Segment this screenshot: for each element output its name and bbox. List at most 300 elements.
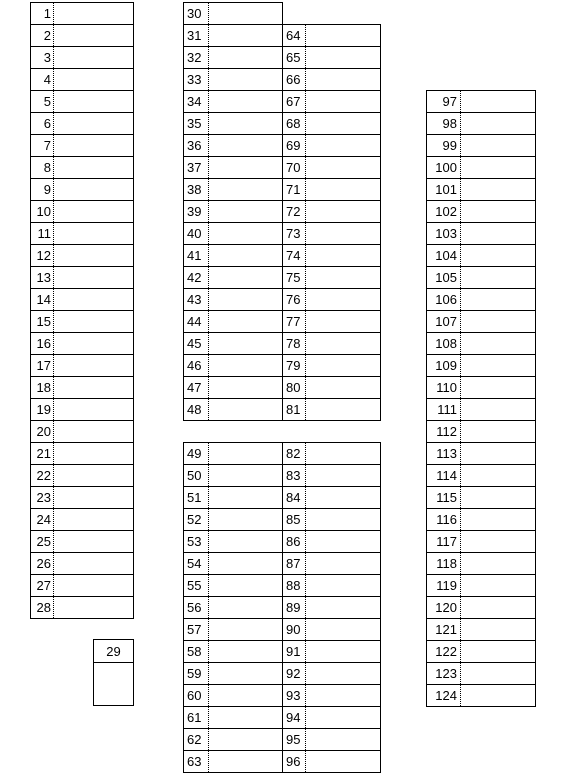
seat-divider	[53, 25, 54, 46]
seat-divider	[460, 663, 461, 684]
seat-divider	[460, 333, 461, 354]
seat-number: 64	[286, 28, 301, 43]
seat-cell	[30, 24, 134, 47]
seat-cell	[282, 310, 381, 333]
seat-number: 103	[435, 226, 457, 241]
seat-cell	[282, 728, 381, 751]
seat-cell	[426, 310, 536, 333]
seat-cell	[426, 244, 536, 267]
seat-divider	[305, 641, 306, 662]
seat-number: 42	[187, 270, 202, 285]
seat-cell	[183, 486, 283, 509]
seat-number: 13	[36, 270, 51, 285]
seat-number: 35	[187, 116, 202, 131]
seat-cell	[183, 706, 283, 729]
seat-divider	[305, 333, 306, 354]
seat-cell	[282, 376, 381, 399]
seat-cell	[30, 90, 134, 113]
seat-divider	[460, 135, 461, 156]
seat-divider	[208, 311, 209, 332]
seat-divider	[305, 751, 306, 772]
seat-number: 52	[187, 512, 202, 527]
seat-number: 58	[187, 644, 202, 659]
seat-cell	[282, 618, 381, 641]
seat-number: 37	[187, 160, 202, 175]
seat-number: 110	[436, 380, 457, 395]
seat-divider	[208, 509, 209, 530]
seat-divider	[305, 179, 306, 200]
seat-divider	[305, 69, 306, 90]
seat-cell	[183, 134, 283, 157]
seat-divider	[208, 135, 209, 156]
seat-number: 56	[187, 600, 202, 615]
seat-divider	[53, 91, 54, 112]
seat-cell	[30, 464, 134, 487]
seat-cell	[282, 596, 381, 619]
seat-cell	[183, 684, 283, 707]
seat-number: 33	[187, 72, 202, 87]
seat-number: 16	[36, 336, 51, 351]
seat-number: 20	[36, 424, 51, 439]
seat-divider	[53, 575, 54, 596]
seat-divider	[53, 421, 54, 442]
seat-divider	[208, 465, 209, 486]
seat-cell	[426, 640, 536, 663]
seat-number: 80	[286, 380, 301, 395]
seat-divider	[460, 553, 461, 574]
seat-number: 109	[435, 358, 457, 373]
seat-cell	[30, 244, 134, 267]
seat-number: 48	[187, 402, 202, 417]
seat-number: 19	[36, 402, 51, 417]
seat-number: 98	[442, 116, 457, 131]
seat-cell	[30, 398, 134, 421]
seat-cell	[183, 442, 283, 465]
seat-number: 51	[187, 490, 202, 505]
seat-number: 102	[435, 204, 457, 219]
seat-cell	[183, 310, 283, 333]
seat-number: 6	[43, 116, 51, 131]
seat-divider	[208, 663, 209, 684]
seat-number: 45	[187, 336, 202, 351]
seat-divider	[460, 289, 461, 310]
seat-cell	[183, 68, 283, 91]
seat-divider	[53, 553, 54, 574]
seat-divider	[305, 25, 306, 46]
seat-number: 8	[43, 160, 51, 175]
seat-number: 83	[286, 468, 301, 483]
seat-number: 47	[187, 380, 202, 395]
seat-cell	[282, 684, 381, 707]
seat-divider	[460, 157, 461, 178]
seat-cell	[282, 398, 381, 421]
seat-divider	[305, 663, 306, 684]
seat-divider	[460, 355, 461, 376]
seat-divider	[460, 443, 461, 464]
seat-number: 68	[286, 116, 301, 131]
seat-cell	[183, 574, 283, 597]
seat-number: 4	[43, 72, 51, 87]
seat-cell	[183, 46, 283, 69]
seat-cell	[30, 354, 134, 377]
seat-cell	[426, 508, 536, 531]
seat-cell	[282, 442, 381, 465]
seat-divider	[208, 597, 209, 618]
seat-number: 28	[36, 600, 51, 615]
seat-cell	[183, 662, 283, 685]
seat-number: 57	[187, 622, 202, 637]
seat-divider	[53, 267, 54, 288]
seat-number: 104	[435, 248, 457, 263]
seat-number: 79	[286, 358, 301, 373]
seat-number: 73	[286, 226, 301, 241]
seat-cell	[30, 134, 134, 157]
seat-number: 43	[187, 292, 202, 307]
seat-cell	[426, 618, 536, 641]
seat-divider	[53, 113, 54, 134]
seat-divider	[208, 729, 209, 750]
seat-divider	[460, 113, 461, 134]
seat-cell-29	[93, 639, 134, 706]
seat-cell	[30, 266, 134, 289]
seat-number: 14	[36, 292, 51, 307]
seat-cell	[282, 750, 381, 773]
seat-cell	[426, 574, 536, 597]
seat-number: 121	[435, 622, 457, 637]
seat-cell	[426, 112, 536, 135]
seat-cell	[30, 552, 134, 575]
seat-cell	[282, 354, 381, 377]
seat-cell	[30, 574, 134, 597]
seat-cell	[183, 244, 283, 267]
seat-number: 61	[187, 710, 202, 725]
seat-number: 31	[187, 28, 202, 43]
seat-number: 108	[435, 336, 457, 351]
seat-number: 95	[286, 732, 301, 747]
seat-divider	[208, 685, 209, 706]
seat-number: 116	[436, 512, 457, 527]
seat-number: 74	[286, 248, 301, 263]
seat-number: 88	[286, 578, 301, 593]
seat-divider	[53, 355, 54, 376]
seat-number: 97	[442, 94, 457, 109]
seat-cell	[183, 200, 283, 223]
seat-cell	[183, 178, 283, 201]
seat-cell	[183, 376, 283, 399]
seat-number: 41	[187, 248, 202, 263]
seat-divider	[305, 597, 306, 618]
seat-number: 3	[43, 50, 51, 65]
seat-number: 101	[435, 182, 457, 197]
seat-cell	[183, 222, 283, 245]
seat-number: 5	[43, 94, 51, 109]
seat-divider	[460, 487, 461, 508]
seat-number: 85	[286, 512, 301, 527]
seat-cell	[282, 178, 381, 201]
seat-divider	[208, 223, 209, 244]
seat-number: 75	[286, 270, 301, 285]
seat-number: 92	[286, 666, 301, 681]
seat-cell	[183, 354, 283, 377]
seat-divider	[208, 25, 209, 46]
seat-number: 107	[435, 314, 457, 329]
seat-divider	[208, 641, 209, 662]
seat-cell	[282, 156, 381, 179]
seat-number: 17	[36, 358, 51, 373]
seat-number: 26	[36, 556, 51, 571]
seat-divider	[208, 289, 209, 310]
seat-divider	[460, 245, 461, 266]
seat-divider	[460, 179, 461, 200]
seat-divider	[305, 355, 306, 376]
seat-cell	[282, 244, 381, 267]
seat-cell	[282, 46, 381, 69]
seat-divider	[460, 685, 461, 706]
seat-number: 112	[436, 424, 457, 439]
seat-number: 55	[187, 578, 202, 593]
seat-number: 117	[436, 534, 457, 549]
seat-cell	[183, 288, 283, 311]
seat-divider	[208, 751, 209, 772]
seat-divider	[53, 399, 54, 420]
seat-divider	[460, 201, 461, 222]
seat-divider	[208, 575, 209, 596]
seat-cell	[282, 112, 381, 135]
seat-divider	[53, 179, 54, 200]
seat-cell	[426, 376, 536, 399]
seat-divider	[460, 641, 461, 662]
seat-cell	[30, 332, 134, 355]
seat-divider	[208, 157, 209, 178]
seat-number: 38	[187, 182, 202, 197]
seat-number: 70	[286, 160, 301, 175]
seat-cell	[426, 552, 536, 575]
seat-number: 50	[187, 468, 202, 483]
seat-cell	[426, 662, 536, 685]
seat-cell	[30, 442, 134, 465]
seat-number: 111	[437, 402, 457, 417]
seat-number: 69	[286, 138, 301, 153]
seat-divider	[208, 245, 209, 266]
seat-cell	[183, 750, 283, 773]
seat-divider	[305, 91, 306, 112]
seat-cell	[30, 200, 134, 223]
seat-number: 105	[435, 270, 457, 285]
seat-number: 99	[442, 138, 457, 153]
seat-cell	[282, 24, 381, 47]
seat-divider	[305, 443, 306, 464]
seat-cell	[30, 288, 134, 311]
seat-number: 76	[286, 292, 301, 307]
seat-divider	[460, 223, 461, 244]
seat-divider	[460, 311, 461, 332]
seat-divider	[460, 531, 461, 552]
seat-number: 90	[286, 622, 301, 637]
seat-divider	[305, 47, 306, 68]
seat-divider	[208, 333, 209, 354]
seat-number: 15	[36, 314, 51, 329]
seat-cell	[30, 420, 134, 443]
seat-cell	[426, 530, 536, 553]
seat-number: 2	[43, 28, 51, 43]
seat-cell	[426, 178, 536, 201]
seat-divider	[460, 465, 461, 486]
seat-number: 124	[435, 688, 457, 703]
seat-cell	[282, 508, 381, 531]
seat-cell	[426, 222, 536, 245]
seat-divider	[53, 289, 54, 310]
seat-divider	[208, 47, 209, 68]
seat-number: 81	[286, 402, 301, 417]
seat-divider	[460, 267, 461, 288]
seat-number: 123	[435, 666, 457, 681]
seat-cell	[282, 640, 381, 663]
seat-cell	[426, 398, 536, 421]
seat-divider	[305, 377, 306, 398]
seat-cell	[282, 332, 381, 355]
seat-divider	[305, 201, 306, 222]
seat-cell	[183, 618, 283, 641]
seat-divider	[53, 223, 54, 244]
seat-cell	[426, 596, 536, 619]
seat-number: 113	[436, 446, 457, 461]
seat-number: 53	[187, 534, 202, 549]
seat-divider	[305, 487, 306, 508]
seat-number: 46	[187, 358, 202, 373]
seat-divider	[208, 113, 209, 134]
seat-number: 100	[435, 160, 457, 175]
seat-cell	[426, 464, 536, 487]
seat-number: 78	[286, 336, 301, 351]
seat-number: 25	[36, 534, 51, 549]
seat-divider	[305, 289, 306, 310]
seat-number: 44	[187, 314, 202, 329]
seat-divider	[53, 311, 54, 332]
seat-divider	[460, 421, 461, 442]
seat-divider	[305, 707, 306, 728]
seat-number: 40	[187, 226, 202, 241]
seat-number: 23	[36, 490, 51, 505]
seat-number: 12	[36, 248, 51, 263]
seat-number: 59	[187, 666, 202, 681]
seat-divider	[53, 597, 54, 618]
seat-cell	[30, 376, 134, 399]
seat-cell	[30, 112, 134, 135]
seat-cell	[30, 222, 134, 245]
seat-divider	[305, 465, 306, 486]
seat-divider	[53, 3, 54, 24]
seat-cell	[426, 420, 536, 443]
seat-number: 84	[286, 490, 301, 505]
seat-divider	[305, 135, 306, 156]
seat-number: 24	[36, 512, 51, 527]
seat-number: 54	[187, 556, 202, 571]
seat-cell	[30, 596, 134, 619]
seat-cell	[426, 354, 536, 377]
seat-cell	[426, 200, 536, 223]
seat-divider	[53, 201, 54, 222]
seat-divider	[305, 223, 306, 244]
seat-number: 82	[286, 446, 301, 461]
seat-number: 29	[94, 640, 133, 663]
seat-cell	[183, 596, 283, 619]
seat-divider	[208, 267, 209, 288]
seat-divider	[460, 399, 461, 420]
seat-divider	[305, 311, 306, 332]
seat-number: 72	[286, 204, 301, 219]
seat-cell	[183, 464, 283, 487]
seat-number: 11	[37, 226, 51, 241]
seat-number: 1	[43, 6, 51, 21]
seat-number: 36	[187, 138, 202, 153]
seat-cell	[30, 2, 134, 25]
seat-cell	[282, 266, 381, 289]
seat-number: 22	[36, 468, 51, 483]
seat-number: 96	[286, 754, 301, 769]
seat-cell	[183, 2, 283, 25]
seat-divider	[53, 443, 54, 464]
seat-divider	[208, 487, 209, 508]
seat-divider	[53, 531, 54, 552]
seat-number: 114	[436, 468, 457, 483]
seat-cell	[282, 222, 381, 245]
seat-cell	[282, 530, 381, 553]
seat-divider	[53, 69, 54, 90]
seat-divider	[208, 707, 209, 728]
seat-divider	[305, 685, 306, 706]
seat-number: 32	[187, 50, 202, 65]
seat-cell	[426, 486, 536, 509]
seat-cell	[282, 552, 381, 575]
seat-divider	[208, 355, 209, 376]
seat-cell	[183, 90, 283, 113]
seat-number: 118	[436, 556, 457, 571]
seat-number: 39	[187, 204, 202, 219]
seat-number: 94	[286, 710, 301, 725]
seat-cell	[282, 574, 381, 597]
seat-number: 60	[187, 688, 202, 703]
seat-cell	[426, 90, 536, 113]
seat-number: 122	[435, 644, 457, 659]
seat-divider	[305, 113, 306, 134]
seat-number: 86	[286, 534, 301, 549]
seat-divider	[305, 157, 306, 178]
seat-divider	[460, 619, 461, 640]
seat-cell	[30, 46, 134, 69]
seat-number: 30	[187, 6, 202, 21]
seat-number: 10	[36, 204, 51, 219]
seat-cell	[426, 134, 536, 157]
seat-number: 119	[436, 578, 457, 593]
seat-number: 71	[286, 182, 301, 197]
seat-cell	[183, 530, 283, 553]
seat-cell	[30, 508, 134, 531]
seat-cell	[282, 464, 381, 487]
seat-divider	[208, 69, 209, 90]
seat-cell	[282, 68, 381, 91]
seat-divider	[53, 135, 54, 156]
seat-number: 91	[286, 644, 301, 659]
seat-number: 49	[187, 446, 202, 461]
seat-cell	[282, 90, 381, 113]
seat-cell	[426, 156, 536, 179]
seat-divider	[305, 399, 306, 420]
seat-cell	[30, 68, 134, 91]
seat-number: 63	[187, 754, 202, 769]
seat-number: 115	[436, 490, 457, 505]
seat-number: 67	[286, 94, 301, 109]
seat-cell	[30, 310, 134, 333]
